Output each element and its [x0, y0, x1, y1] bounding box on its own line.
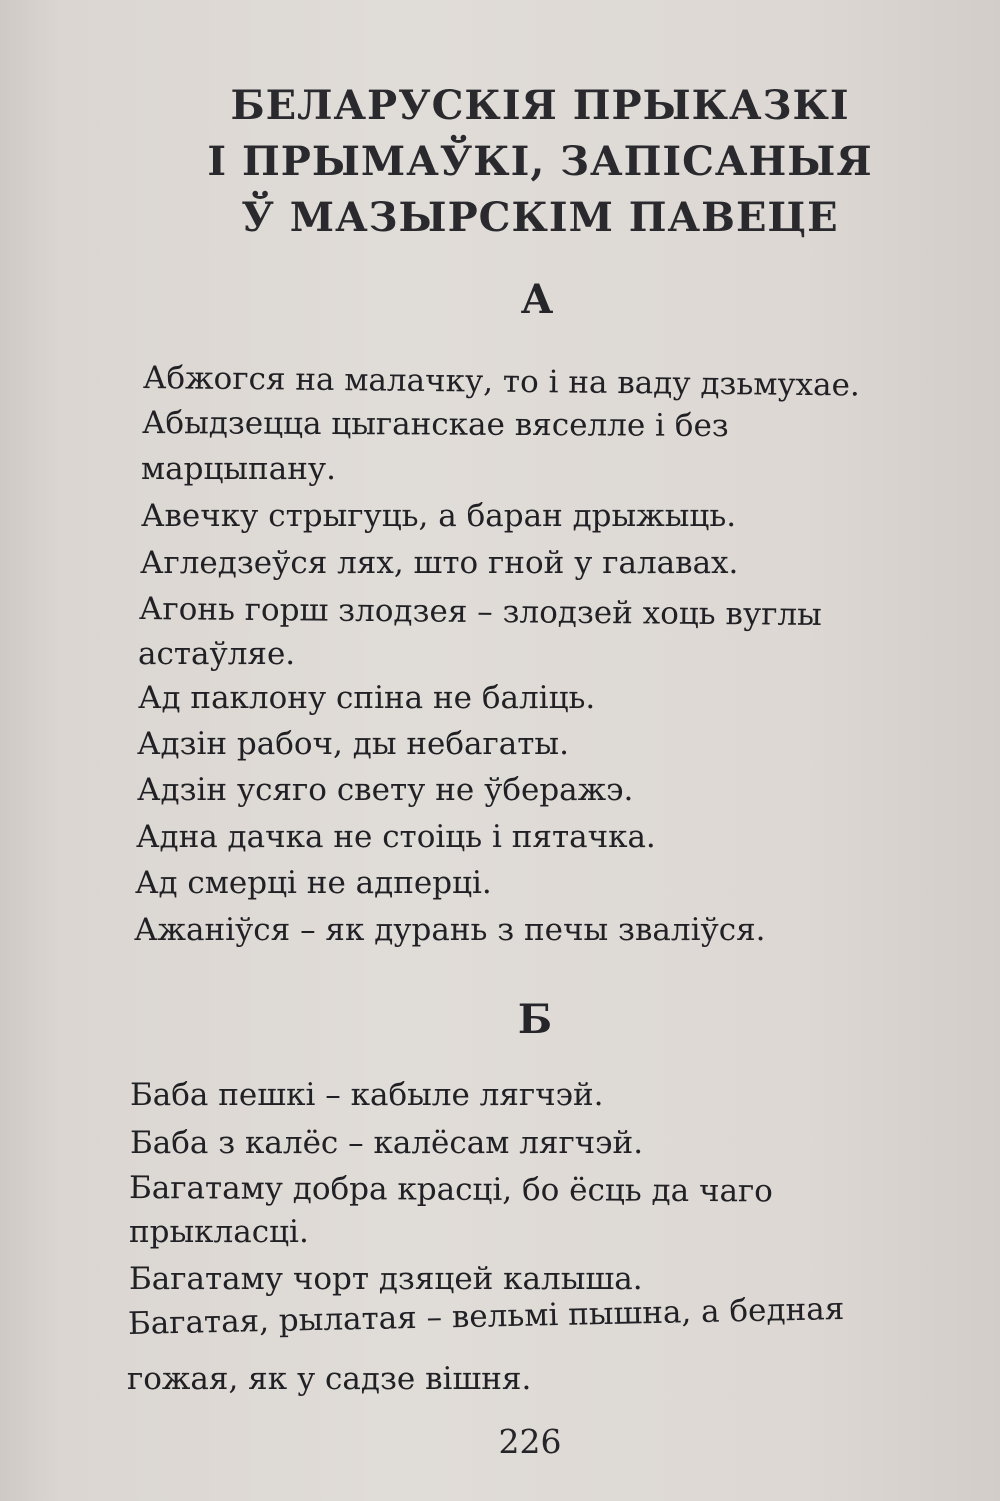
title-line-3: Ў МАЗЫРСКІМ ПАВЕЦЕ	[241, 194, 839, 241]
proverb-line: астаўляе.	[138, 636, 296, 672]
section-letter-b: Б	[517, 996, 553, 1043]
proverb-line: гожая, як у садзе вішня.	[127, 1361, 532, 1397]
proverb-line: Ад смерці не адперці.	[135, 865, 492, 901]
page-number: 226	[498, 1422, 562, 1461]
proverb-line: Абыдзецца цыганскае вяселле і без	[141, 405, 729, 445]
page-title	[180, 78, 900, 246]
proverb-line: Багатаму чорт дзяцей калыша.	[129, 1261, 643, 1297]
proverb-line: Ажаніўся – як дурань з печы зваліўся.	[134, 912, 766, 948]
proverb-line: Адзін усяго свету не ўберажэ.	[137, 772, 634, 808]
proverb-line: Адзін рабоч, ды небагаты.	[137, 726, 569, 762]
proverb-line: Ад паклону спіна не баліць.	[138, 680, 596, 716]
proverb-line: Баба з калёс – калёсам лягчэй.	[130, 1125, 644, 1161]
proverb-line: Авечку стрыгуць, а баран дрыжыць.	[141, 498, 737, 534]
proverb-line: Багатаму добра красці, бо ёсць да чаго	[128, 1170, 773, 1210]
proverb-line: Агледзеўся лях, што гной у галавах.	[140, 545, 739, 581]
proverb-line: марцыпану.	[141, 451, 336, 487]
proverb-line: Адна дачка не стоіць і пятачка.	[136, 819, 656, 855]
title-line-2: І ПРЫМАЎКІ, ЗАПІСАНЫЯ	[207, 138, 873, 185]
title-line-1: БЕЛАРУСКІЯ ПРЫКАЗКІ	[230, 82, 850, 129]
proverb-line: Абжогся на малачку, то і на ваду дзьмухае.	[142, 360, 861, 404]
section-letter-a: А	[520, 276, 554, 323]
proverb-line: прыкласці.	[129, 1214, 309, 1250]
proverb-line: Багатая, рылатая – вельмі пышна, а бедная	[127, 1291, 845, 1342]
proverb-line: Агонь горш злодзея – злодзей хоць вуглы	[138, 591, 822, 633]
proverb-line: Баба пешкі – кабыле лягчэй.	[130, 1077, 604, 1113]
